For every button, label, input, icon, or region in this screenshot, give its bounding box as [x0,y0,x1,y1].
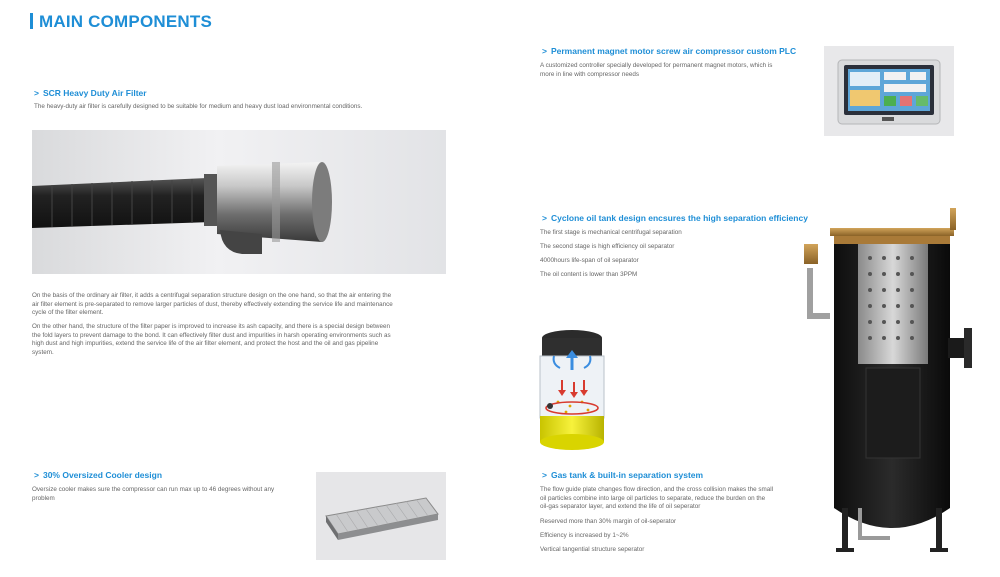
air-filter-description: The heavy-duty air filter is carefully designed to be suitable for medium and heavy dust load environmental conditions. [34,103,363,110]
title-accent-bar [30,13,33,29]
chevron-right-icon: > [542,470,547,480]
plc-photo [824,46,954,136]
chevron-right-icon: > [34,470,39,480]
air-filter-photo [32,130,446,274]
air-filter-body-paragraph-2: On the other hand, the structure of the filter paper is improved to increase its ash capacity, and there is a special design between the fold layers to prevent damage to the bond. It can effectively filter dust and impurities in harsh operating environments such as high dust and high impurities, extend the service life of the air filter element, and protect the host and the oil and gas pipeline system. [32,323,391,356]
air-filter-illustration [32,130,446,274]
oil-tank-illustration [800,208,980,562]
plc-description: A customized controller specially developed for permanent magnet motors, which is more in line with compressor needs [540,62,773,78]
cyclone-point-3: 4000hours life-span of oil separator [540,257,639,264]
cooler-photo [316,472,446,560]
cyclone-point-2: The second stage is high efficiency oil separator [540,243,675,250]
plc-heading: > Permanent magnet motor screw air compressor custom PLC [542,46,797,56]
cyclone-point-4: The oil content is lower than 3PPM [540,271,638,278]
chevron-right-icon: > [542,46,547,56]
plc-controller-illustration [824,46,954,136]
gas-tank-point-2: Efficiency is increased by 1~2% [540,532,629,539]
page-title-text: MAIN COMPONENTS [39,12,212,31]
chevron-right-icon: > [34,88,39,98]
air-filter-heading: > SCR Heavy Duty Air Filter [34,88,147,98]
gas-tank-point-3: Vertical tangential structure seperator [540,546,645,553]
gas-tank-description: The flow guide plate changes flow direction, and the cross collision makes the small oil particles combine into large oil particles to separate, reduce the burden on the oil-gas separator layer, and extend the life of oil seperator [540,486,774,511]
gas-tank-point-1: Reserved more than 30% margin of oil-seperator [540,518,677,525]
chevron-right-icon: > [542,213,547,223]
air-filter-body-paragraph-1: On the basis of the ordinary air filter, it adds a centrifugal separation structure design on the one hand, so that the air entering the air filter element is pre-separated to remove larger particles of dust, thereby effectively extending the service life and maintenance cycle of the filter element. [32,292,393,317]
cooler-description: Oversize cooler makes sure the compressor can run max up to 46 degrees without any problem [32,486,275,502]
cyclone-heading: > Cyclone oil tank design encsures the high separation efficiency [542,213,808,223]
cyclone-separation-diagram [530,328,614,458]
gas-tank-heading: > Gas tank & built-in separation system [542,470,704,480]
cyclone-point-1: The first stage is mechanical centrifugal separation [540,229,682,236]
cooler-illustration [316,472,446,560]
page-title [30,12,212,32]
cooler-heading: > 30% Oversized Cooler design [34,470,163,480]
